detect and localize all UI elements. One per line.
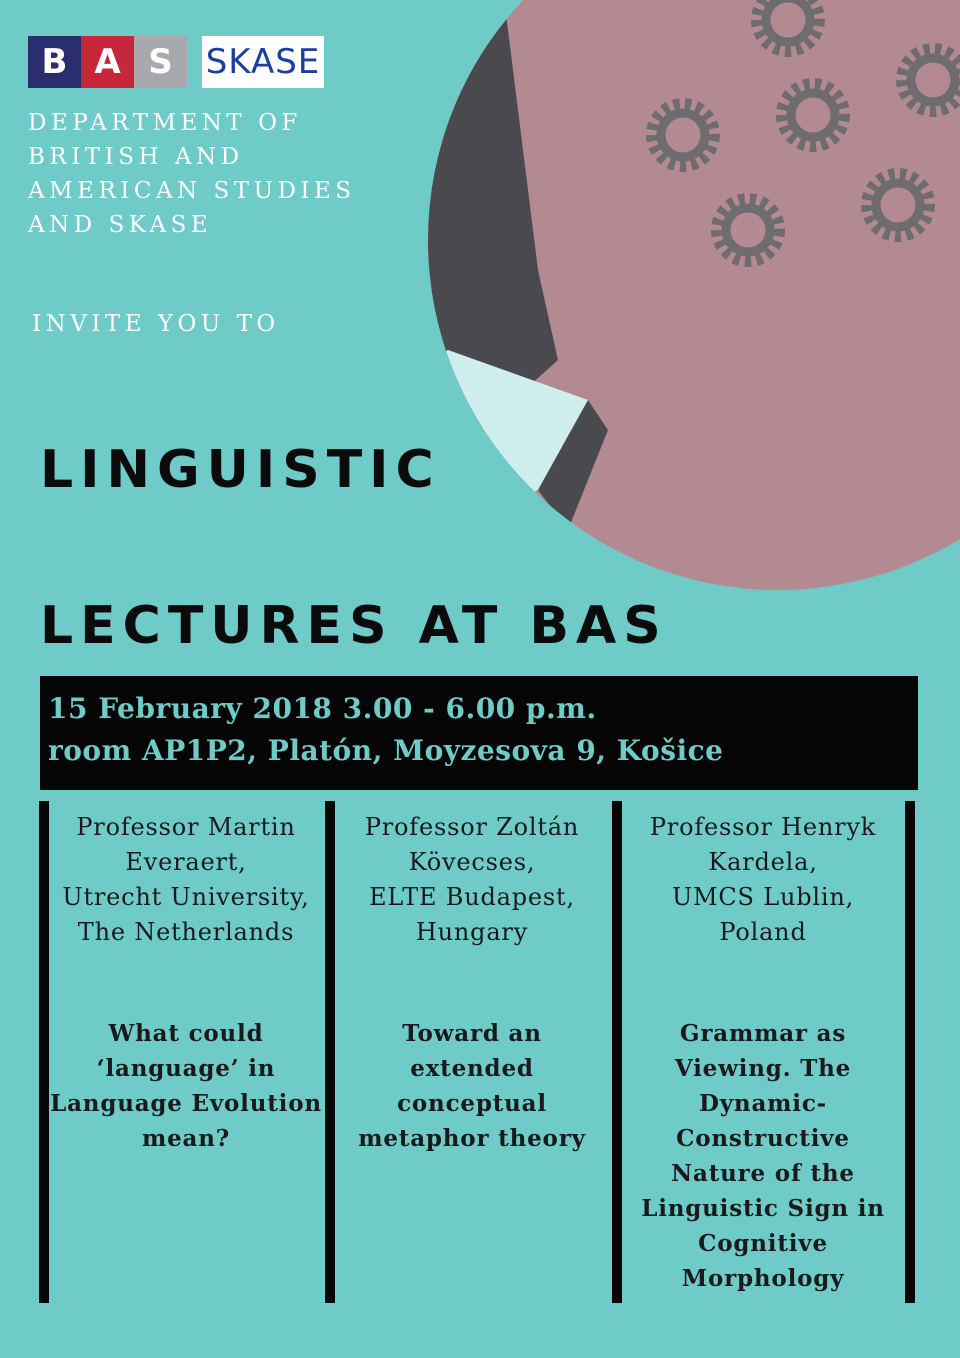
speaker-line: The Netherlands (77, 918, 295, 946)
bas-logo (28, 36, 188, 88)
skase-logo: SKASE (202, 36, 324, 88)
topic-line: Cognitive (698, 1230, 828, 1257)
department-line: AND SKASE (28, 212, 213, 238)
title-line-1: LINGUISTIC (40, 440, 441, 500)
speaker-info (50, 810, 322, 950)
lecture-column-2 (336, 810, 608, 1290)
speaker-line: Utrecht University, (62, 883, 310, 911)
department-text (28, 106, 408, 242)
lecture-topic (336, 1016, 608, 1156)
lecture-topic (50, 1016, 322, 1156)
event-info-box (40, 676, 918, 790)
speaker-line: Professor Martin (76, 813, 296, 841)
topic-line: Toward an (402, 1020, 542, 1047)
title-line-2: LECTURES AT BAS (40, 596, 668, 656)
topic-line: Dynamic- (699, 1090, 827, 1117)
speaker-info (623, 810, 903, 950)
column-divider (325, 801, 335, 1303)
bas-logo-letter-a: A (81, 36, 134, 88)
portrait-illustration (428, 0, 960, 590)
speaker-line: Everaert, (125, 848, 247, 876)
speaker-line: UMCS Lublin, (671, 883, 855, 911)
topic-line: mean? (141, 1125, 231, 1152)
speaker-line: Poland (719, 918, 807, 946)
department-line: AMERICAN STUDIES (28, 178, 356, 204)
speaker-info (336, 810, 608, 950)
topic-line: extended (410, 1055, 534, 1082)
department-line: BRITISH AND (28, 144, 244, 170)
topic-line: metaphor theory (358, 1125, 586, 1152)
column-divider (612, 801, 622, 1303)
lecture-column-3 (623, 810, 903, 1290)
topic-line: Viewing. The (674, 1055, 852, 1082)
speaker-line: Professor Henryk (649, 813, 877, 841)
event-location: room AP1P2, Platón, Moyzesova 9, Košice (48, 734, 724, 767)
speaker-line: Professor Zoltán (364, 813, 580, 841)
invite-text: INVITE YOU TO (32, 311, 280, 337)
topic-line: Grammar as (679, 1020, 847, 1047)
topic-line: Morphology (681, 1265, 845, 1292)
bas-logo-letter-b: B (28, 36, 81, 88)
bas-logo-letter-s: S (134, 36, 187, 88)
column-divider (905, 801, 915, 1303)
speaker-line: Hungary (415, 918, 529, 946)
column-divider (39, 801, 49, 1303)
speaker-line: Kövecses, (408, 848, 536, 876)
topic-line: Constructive (676, 1125, 850, 1152)
lecture-column-1 (50, 810, 322, 1290)
topic-line: Linguistic Sign in (641, 1195, 885, 1222)
department-line: DEPARTMENT OF (28, 110, 302, 136)
topic-line: conceptual (397, 1090, 547, 1117)
topic-line: Language Evolution (50, 1090, 322, 1117)
lecture-topic (623, 1016, 903, 1296)
event-date-time: 15 February 2018 3.00 - 6.00 p.m. (48, 692, 597, 725)
topic-line: What could (108, 1020, 264, 1047)
speaker-line: Kardela, (708, 848, 818, 876)
topic-line: ‘language’ in (96, 1055, 276, 1082)
speaker-line: ELTE Budapest, (369, 883, 575, 911)
topic-line: Nature of the (671, 1160, 855, 1187)
